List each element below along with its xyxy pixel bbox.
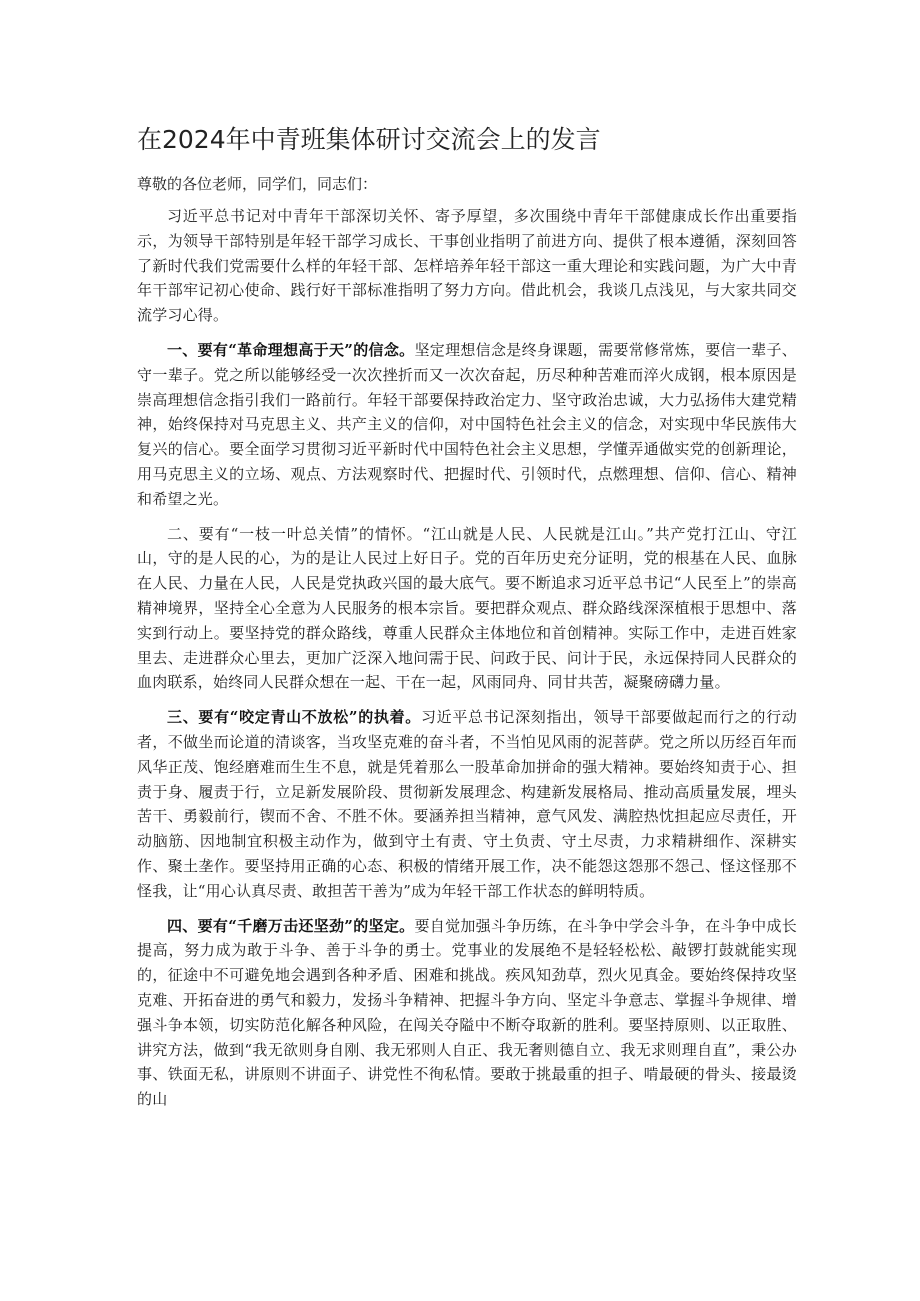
paragraph-section-2 xyxy=(137,522,797,696)
paragraph-section-3 xyxy=(137,705,797,903)
paragraph-text: 习近平总书记深刻指出，领导干部要做起而行之的行动者，不做坐而论道的清谈客，当攻坚克难的奋斗者，不当怕见风雨的泥菩萨。党之所以历经百年而风华正茂、饱经磨难而生生不息，就是凭着那么一股革命加拼命的强大精神。要始终知责于心、担责于身、履责于行，立足新发展阶段、贯彻新发展理念、构建新发展格局、推动高质量发展，埋头苦干、勇毅前行，锲而不舍、不胜不休。要涵养担当精神，意气风发、满腔热忱担起应尽责任，开动脑筋、因地制宜积极主动作为，做到守土有责、守土负责、守土尽责，力求精耕细作、深耕实作、聚土垄作。要坚持用正确的心态、积极的情绪开展工作，决不能怨这怨那不怨己、怪这怪那不怪我，让“用心认真尽责、敢担苦干善为”成为年轻干部工作状态的鲜明特质。 xyxy=(137,708,797,900)
paragraph-lead: 一、要有“革命理想高于天”的信念。 xyxy=(167,340,415,359)
document-page xyxy=(137,120,797,1122)
paragraph-intro xyxy=(137,204,797,328)
paragraph-text: 要自觉加强斗争历练，在斗争中学会斗争，在斗争中成长提高，努力成为敢于斗争、善于斗争的勇士。党事业的发展绝不是轻轻松松、敲锣打鼓就能实现的，征途中不可避免地会遇到各种矛盾、困难和挑战。疾风知劲草，烈火见真金。要始终保持攻坚克难、开拓奋进的勇气和毅力，发扬斗争精神、把握斗争方向、坚定斗争意志、掌握斗争规律、增强斗争本领，切实防范化解各种风险，在闯关夺隘中不断夺取新的胜利。要坚持原则、以正取胜、讲究方法，做到“我无欲则身自刚、我无邪则人自正、我无奢则德自立、我无求则理自直”，秉公办事、铁面无私，讲原则不讲面子、讲党性不徇私情。要敢于挑最重的担子、啃最硬的骨头、接最烫的山 xyxy=(137,916,797,1109)
paragraph-text: 二、要有“一枝一叶总关情”的情怀。“江山就是人民、人民就是江山。”共产党打江山、守江山，守的是人民的心，为的是让人民过上好日子。党的百年历史充分证明，党的根基在人民、血脉在人民、力量在人民，人民是党执政兴国的最大底气。要不断追求习近平总书记“人民至上”的崇高精神境界，坚持全心全意为人民服务的根本宗旨。要把群众观点、群众路线深深植根于思想中、落实到行动上。要坚持党的群众路线，尊重人民群众主体地位和首创精神。实际工作中，走进百姓家里去、走进群众心里去，更加广泛深入地问需于民、问政于民、问计于民，永远保持同人民群众的血肉联系，始终同人民群众想在一起、干在一起，风雨同舟、同甘共苦，凝聚磅礴力量。 xyxy=(137,524,797,692)
paragraph-section-1 xyxy=(137,338,797,512)
document-title: 在2024年中青班集体研讨交流会上的发言 xyxy=(137,125,601,154)
paragraph-section-4 xyxy=(137,914,797,1112)
paragraph-lead: 三、要有“咬定青山不放松”的执着。 xyxy=(167,708,421,727)
salutation: 尊敬的各位老师，同学们，同志们： xyxy=(137,175,378,193)
paragraph-lead: 四、要有“千磨万击还坚劲”的坚定。 xyxy=(167,916,415,935)
paragraph-text: 坚定理想信念是终身课题，需要常修常炼，要信一辈子、守一辈子。党之所以能够经受一次次挫折而又一次次奋起，历尽种种苦难而淬火成钢，根本原因是崇高理想信念指引我们一路前行。年轻干部要保持政治定力、坚守政治忠诚，大力弘扬伟大建党精神，始终保持对马克思主义、共产主义的信仰，对中国特色社会主义的信念，对实现中华民族伟大复兴的信心。要全面学习贯彻习近平新时代中国特色社会主义思想，学懂弄通做实党的创新理论，用马克思主义的立场、观点、方法观察时代、把握时代、引领时代，点燃理想、信仰、信心、精神和希望之光。 xyxy=(137,340,797,508)
paragraph-text: 习近平总书记对中青年干部深切关怀、寄予厚望，多次围绕中青年干部健康成长作出重要指示，为领导干部特别是年轻干部学习成长、干事创业指明了前进方向、提供了根本遵循，深刻回答了新时代我们党需要什么样的年轻干部、怎样培养年轻干部这一重大理论和实践问题，为广大中青年干部牢记初心使命、践行好干部标准指明了努力方向。借此机会，我谈几点浅见，与大家共同交流学习心得。 xyxy=(137,207,797,325)
